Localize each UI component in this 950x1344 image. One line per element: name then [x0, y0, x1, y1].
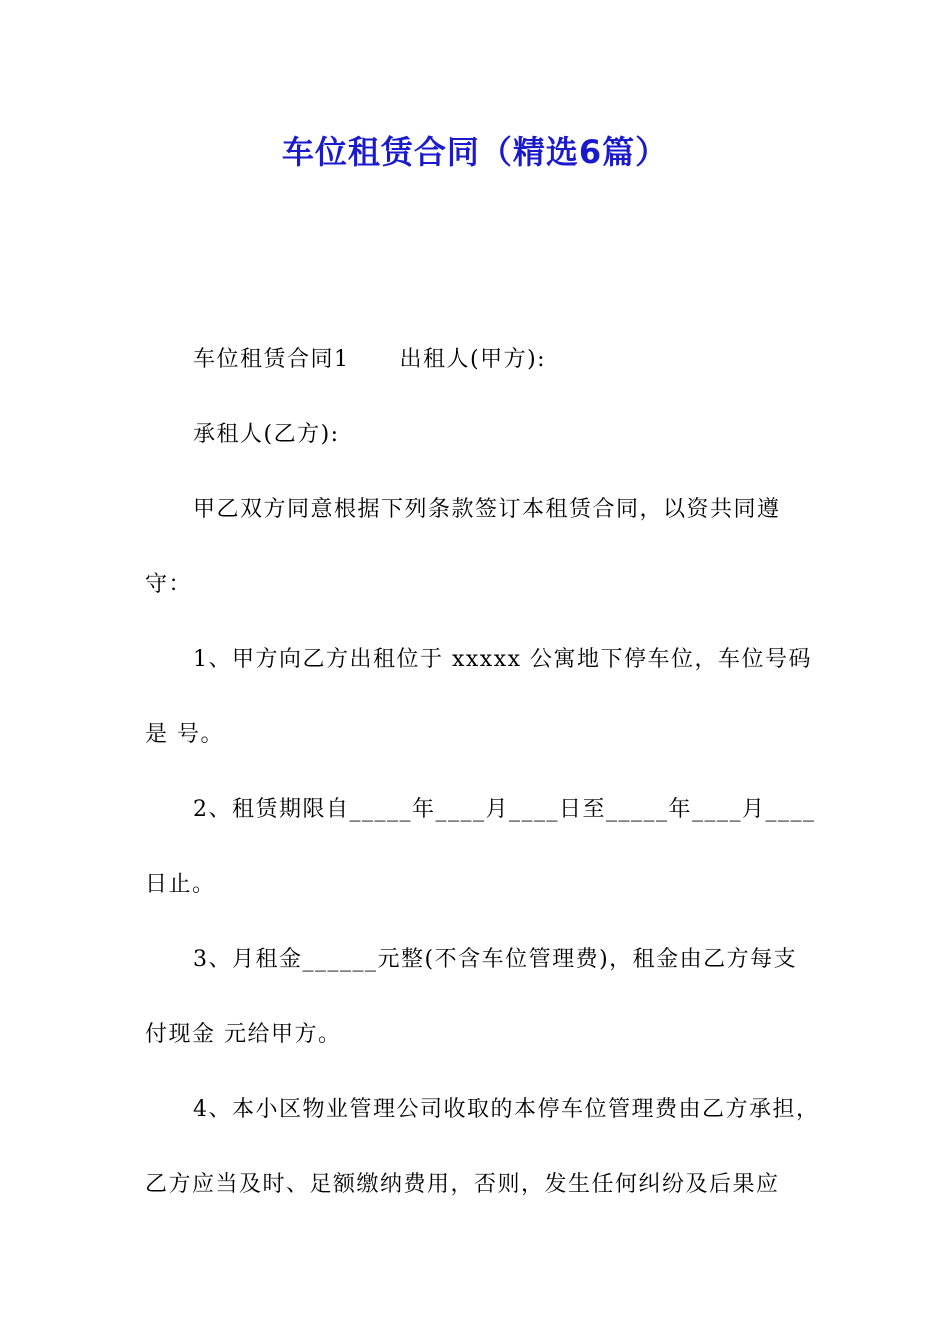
paragraph-intro-line-1: 甲乙双方同意根据下列条款签订本租赁合同，以资共同遵: [193, 497, 781, 522]
contract-number-label: 车位租赁合同1: [193, 347, 350, 372]
clause-3-line-1: 3、月租金______元整(不含车位管理费)，租金由乙方每支: [193, 947, 798, 972]
clause-1-line-2: 是 号。: [145, 722, 224, 747]
lessee-label: 承租人(乙方):: [193, 422, 340, 447]
clause-4-line-1: 4、本小区物业管理公司收取的本停车位管理费由乙方承担，: [193, 1097, 820, 1122]
clause-2-line-1: 2、租赁期限自_____年____月____日至_____年____月____: [193, 797, 816, 822]
paragraph-intro-line-2: 守：: [145, 572, 193, 597]
document-title: 车位租赁合同（精选6篇）: [281, 133, 669, 171]
clause-4-line-2: 乙方应当及时、足额缴纳费用，否则，发生任何纠纷及后果应: [145, 1172, 780, 1197]
clause-3-line-2: 付现金 元给甲方。: [145, 1022, 342, 1047]
lessor-label: 出租人(甲方):: [399, 347, 547, 372]
clause-2-line-2: 日止。: [145, 872, 216, 897]
contract-heading-line: [145, 344, 863, 376]
clause-1-line-1: 1、甲方向乙方出租位于 xxxxx 公寓地下停车位，车位号码: [193, 647, 813, 672]
